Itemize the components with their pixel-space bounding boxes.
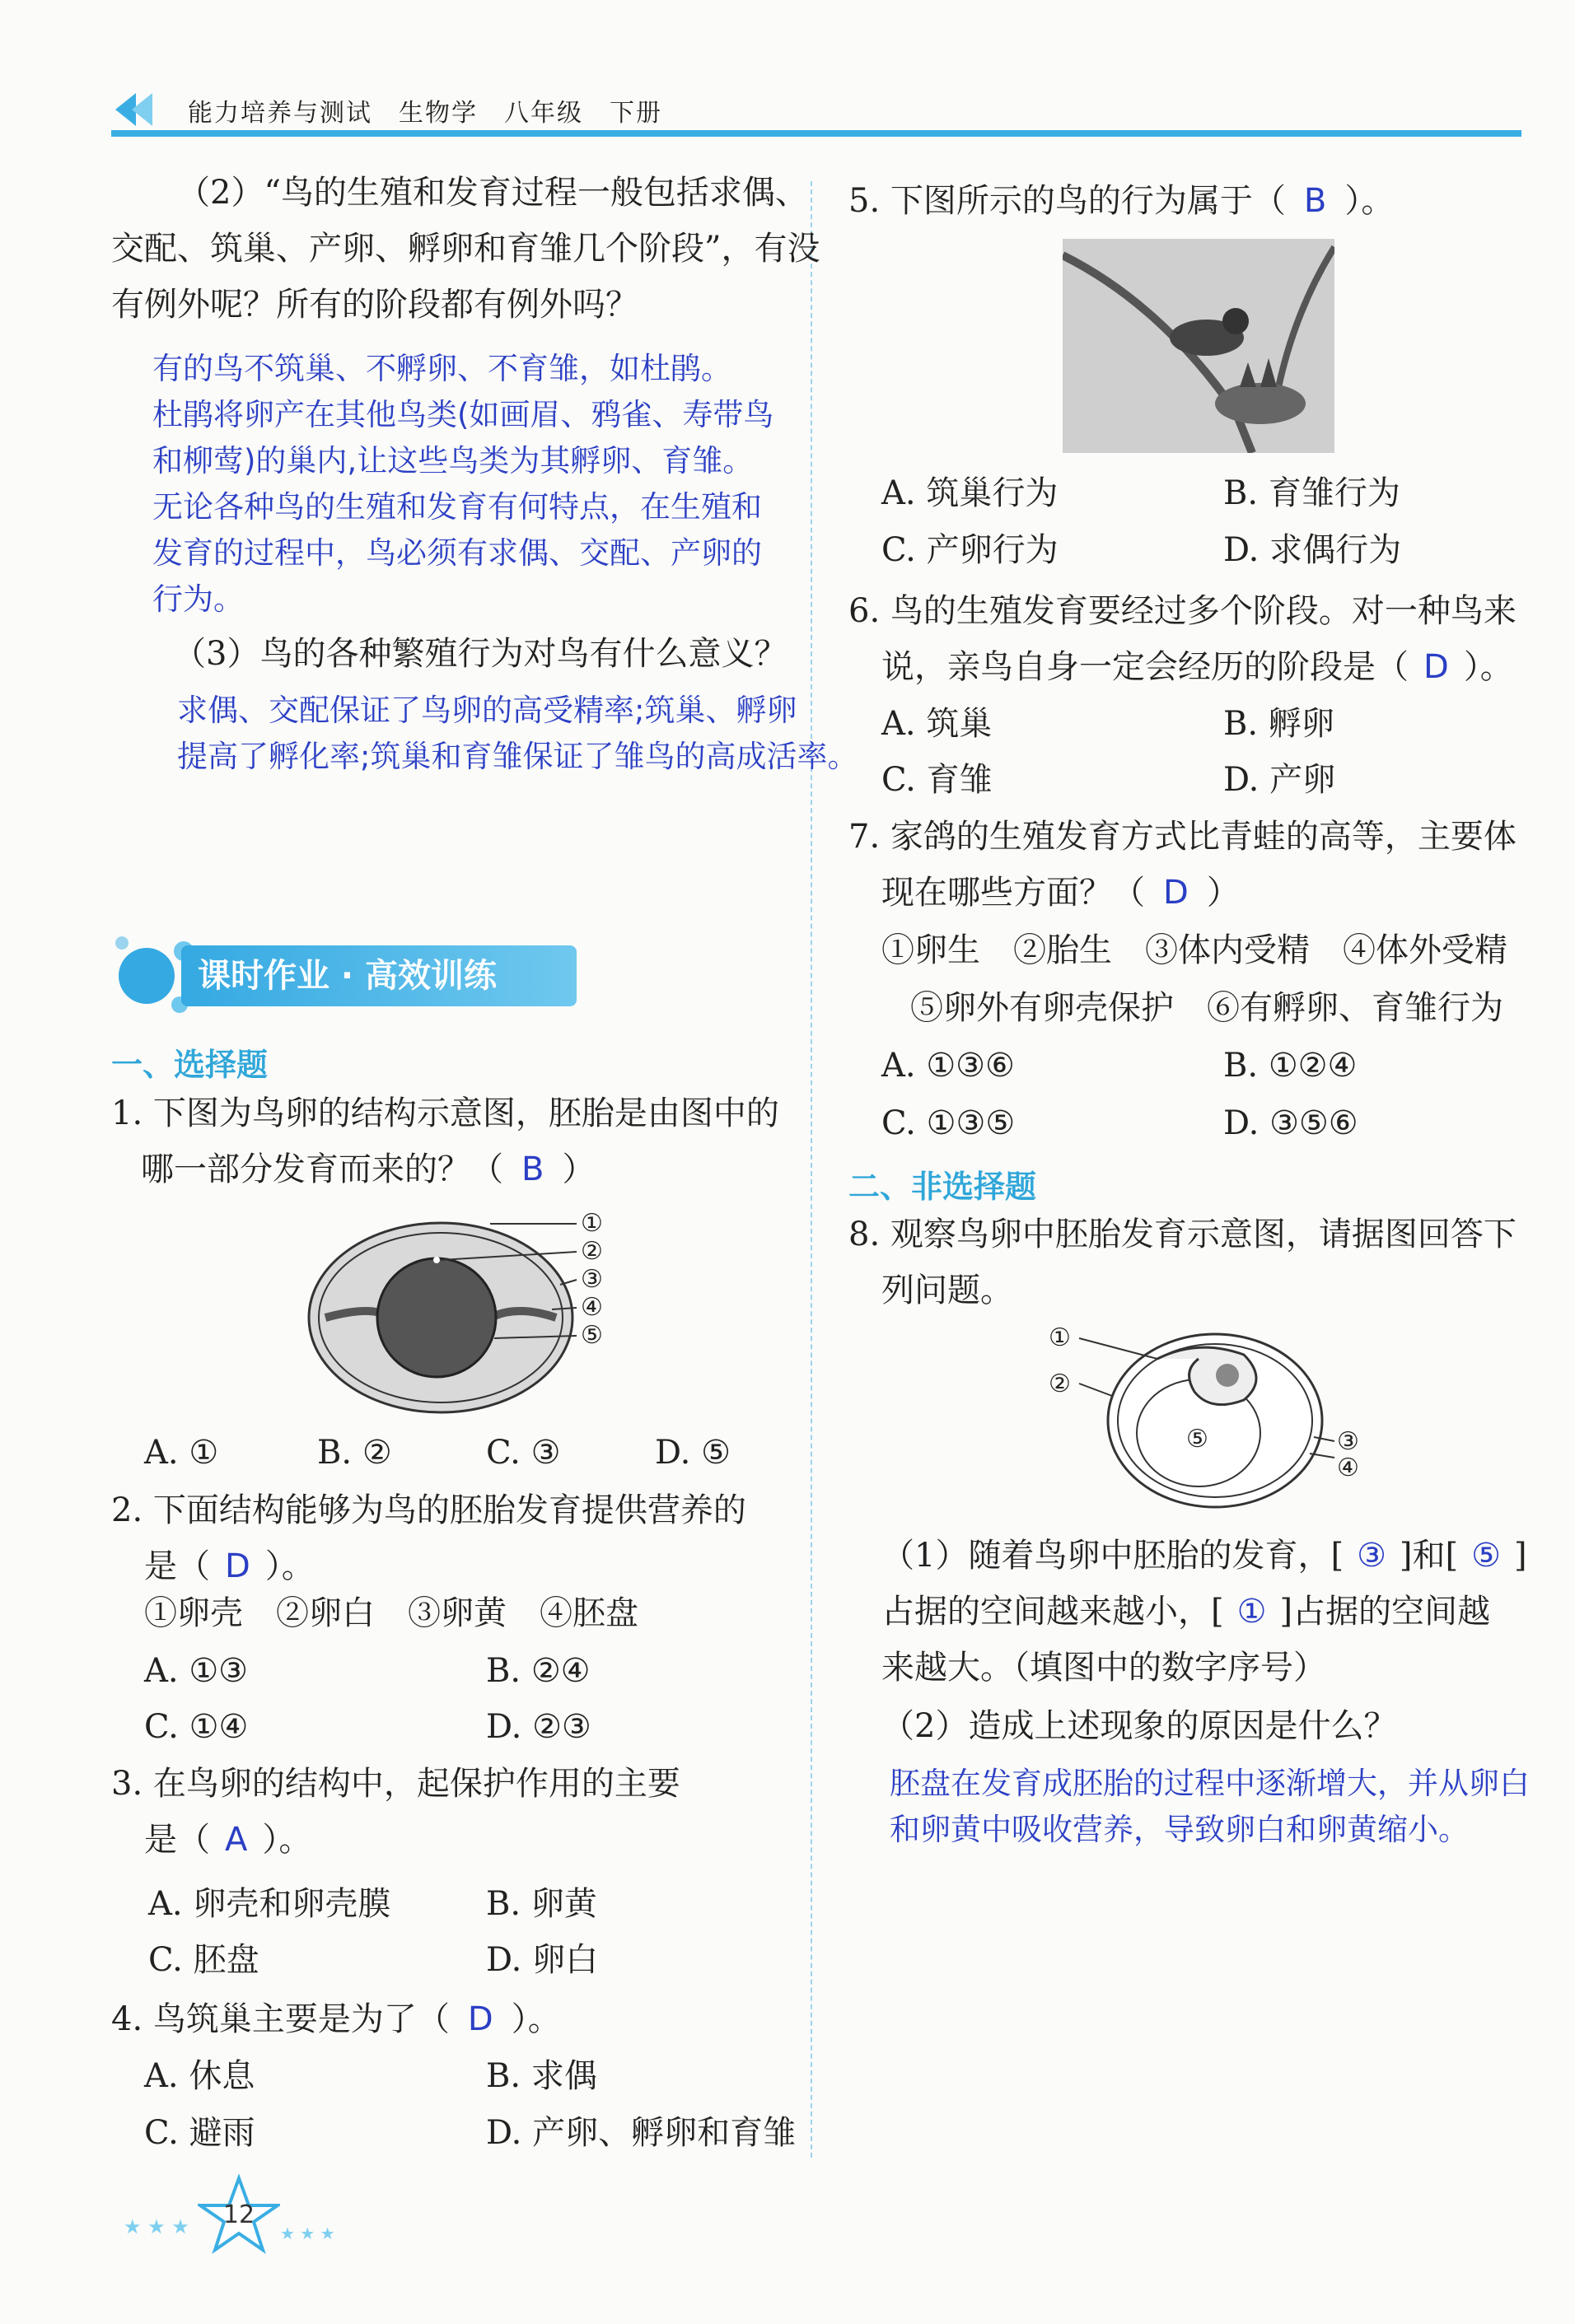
q8-answer-3: ①	[1236, 1593, 1267, 1631]
embryo-diagram-svg	[1042, 1322, 1372, 1519]
egg-structure-diagram	[305, 1202, 618, 1433]
q2-line: 有例外呢？所有的阶段都有例外吗？	[111, 286, 638, 324]
question-1	[111, 1085, 779, 1197]
egg-label: ④	[581, 1293, 603, 1322]
q2-line: （2）“鸟的生殖和发育过程一般包括求偶、	[177, 174, 808, 212]
bird-feeding-photo	[1063, 239, 1334, 453]
q3-question: （3）鸟的各种繁殖行为对鸟有什么意义？	[173, 635, 788, 673]
q7-items: ①卵生 ②胎生 ③体内受精 ④体外受精	[881, 931, 1507, 969]
q7-stem: 现在哪些方面？（	[881, 874, 1145, 912]
q5-option: B. 育雏行为	[1223, 474, 1400, 512]
answer-line: 发育的过程中，鸟必须有求偶、交配、产卵的	[152, 535, 762, 571]
section-heading-nonchoice: 二、非选择题	[848, 1169, 1037, 1205]
answer-line: 和卵黄中吸收营养，导致卵白和卵黄缩小。	[890, 1812, 1469, 1847]
q3-option: C. 胚盘	[148, 1941, 259, 1979]
q3-close: ）。	[262, 1821, 312, 1859]
egg-label: ③	[581, 1265, 603, 1294]
q1-answer: B	[521, 1150, 544, 1188]
q3-option: D. 卵白	[486, 1941, 599, 1979]
q7-items: ⑤卵外有卵壳保护 ⑥有孵卵、育雏行为	[910, 989, 1503, 1027]
egg-label: ⑤	[581, 1321, 603, 1350]
q3-option: A. 卵壳和卵壳膜	[148, 1885, 391, 1923]
q6-option: C. 育雏	[881, 761, 993, 799]
q4-close: ）。	[511, 2000, 561, 2038]
q1-line: 1. 下图为鸟卵的结构示意图，胚胎是由图中的	[111, 1094, 779, 1132]
answer-line: 杜鹃将卵产在其他鸟类(如画眉、鸦雀、寿带鸟	[152, 397, 774, 432]
q2-close: ）。	[264, 1547, 315, 1585]
q8-answer-1: ③	[1357, 1537, 1386, 1575]
q3-stem: 是（	[144, 1821, 210, 1859]
q7-close: ）	[1206, 874, 1240, 912]
q1-close: ）	[562, 1150, 596, 1188]
embryo-label: ⑤	[1186, 1425, 1208, 1454]
q7-answer: D	[1163, 874, 1189, 912]
q7-option: B. ①②④	[1223, 1047, 1358, 1085]
footer-stars-icon: ★ ★ ★	[124, 2215, 189, 2238]
q6-answer: D	[1423, 648, 1449, 686]
q7-line: 7. 家鸽的生殖发育方式比青蛙的高等，主要体	[848, 818, 1517, 856]
q8-sub1-line: 来越大。（填图中的数字序号）	[881, 1649, 1326, 1687]
q2-line: 交配、筑巢、产卵、孵卵和育雏几个阶段”，有没	[111, 230, 820, 268]
question-7	[848, 809, 1517, 921]
q1-stem: 哪一部分发育而来的？（	[141, 1150, 503, 1188]
q3-option: B. 卵黄	[486, 1885, 597, 1923]
q2-answer	[152, 346, 773, 623]
q5-option: A. 筑巢行为	[881, 474, 1059, 512]
answer-line: 无论各种鸟的生殖和发育有何特点，在生殖和	[152, 489, 762, 525]
q8-sub1-text: ]占据的空间越	[1279, 1593, 1491, 1631]
q1-option: C. ③	[486, 1434, 561, 1472]
embryo-label: ②	[1049, 1370, 1071, 1398]
q7-option: D. ③⑤⑥	[1223, 1104, 1358, 1142]
q8-sub1-text: （1）随着鸟卵中胚胎的发育，[	[881, 1537, 1344, 1575]
section-heading-choice: 一、选择题	[111, 1047, 269, 1083]
q7-option: C. ①③⑤	[881, 1104, 1016, 1142]
q2-option: D. ②③	[486, 1708, 591, 1746]
embryo-diagram	[1042, 1322, 1372, 1519]
q8-sub1-text: ]	[1514, 1537, 1527, 1575]
answer-line: 和柳莺)的巢内,让这些鸟类为其孵卵、育雏。	[152, 443, 754, 478]
q6-option: B. 孵卵	[1223, 705, 1334, 743]
embryo-label: ③	[1337, 1427, 1359, 1456]
question-4	[111, 1991, 561, 2047]
answer-line: 求偶、交配保证了鸟卵的高受精率;筑巢、孵卵	[177, 693, 797, 728]
question-3	[111, 1756, 680, 1868]
q4-option: C. 避雨	[144, 2114, 255, 2152]
header-arrow-icon	[107, 89, 165, 130]
q6-option: D. 产卵	[1223, 761, 1336, 799]
page-number: 12	[222, 2200, 255, 2229]
q6-line	[848, 639, 1517, 695]
q8-line: 列问题。	[881, 1272, 1013, 1309]
q7-line	[848, 865, 1517, 921]
q3-line	[111, 1812, 680, 1868]
q8-sub1	[881, 1528, 1527, 1696]
q8-sub2: （2）造成上述现象的原因是什么？	[881, 1707, 1397, 1745]
q6-option: A. 筑巢	[881, 705, 993, 743]
question-5	[848, 173, 1394, 229]
section-banner: 课时作业 · 高效训练	[181, 945, 577, 1006]
q4-stem: 4. 鸟筑巢主要是为了（	[111, 2000, 450, 2038]
q5-close: ）。	[1344, 182, 1395, 220]
header-title: 能力培养与测试 生物学 八年级 下册	[188, 99, 662, 128]
q4-option: A. 休息	[144, 2057, 255, 2095]
question-6	[848, 583, 1517, 695]
answer-line: 行为。	[152, 581, 244, 617]
question-2	[111, 1482, 746, 1594]
q3-answer	[177, 688, 858, 780]
q5-option: C. 产卵行为	[881, 531, 1059, 569]
q2-items: ①卵壳 ②卵白 ③卵黄 ④胚盘	[144, 1594, 638, 1632]
q1-option: D. ⑤	[655, 1434, 731, 1472]
q4-answer: D	[467, 2000, 493, 2038]
q8-sub1-text: 占据的空间越来越小，[	[881, 1593, 1224, 1631]
q3-line: 3. 在鸟卵的结构中，起保护作用的主要	[111, 1765, 680, 1803]
q2-option: B. ②④	[486, 1652, 591, 1690]
egg-label: ②	[581, 1237, 603, 1266]
q5-answer: B	[1303, 182, 1327, 220]
column-divider	[811, 181, 812, 2158]
q1-option: A. ①	[144, 1434, 219, 1472]
q8-sub1-text: ]和[	[1399, 1537, 1459, 1575]
question-8	[848, 1206, 1517, 1318]
q8-line: 8. 观察鸟卵中胚胎发育示意图，请据图回答下	[848, 1216, 1517, 1253]
q3-answer: A	[225, 1821, 248, 1859]
q4-option: B. 求偶	[486, 2057, 597, 2095]
q1-line	[111, 1141, 779, 1197]
embryo-label: ④	[1337, 1454, 1359, 1482]
q2-question	[111, 165, 820, 333]
q2-answer: D	[225, 1547, 250, 1585]
q4-option: D. 产卵、孵卵和育雏	[486, 2114, 797, 2152]
q5-stem: 5. 下图所示的鸟的行为属于（	[848, 182, 1286, 220]
q7-option: A. ①③⑥	[881, 1047, 1015, 1085]
answer-line: 胚盘在发育成胚胎的过程中逐渐增大，并从卵白	[890, 1766, 1530, 1801]
q8-sub1-line	[881, 1528, 1527, 1584]
answer-line: 提高了孵化率;筑巢和育雏保证了雏鸟的高成活率。	[177, 739, 858, 774]
q6-stem: 说，亲鸟自身一定会经历的阶段是（	[881, 648, 1409, 686]
embryo-label: ①	[1049, 1323, 1071, 1352]
q8-sub1-line	[881, 1584, 1527, 1640]
header-divider	[111, 130, 1521, 137]
q6-close: ）。	[1463, 648, 1513, 686]
q2-line: 2. 下面结构能够为鸟的胚胎发育提供营养的	[111, 1491, 746, 1529]
q6-line: 6. 鸟的生殖发育要经过多个阶段。对一种鸟来	[848, 592, 1517, 630]
egg-diagram-svg	[305, 1202, 618, 1433]
q2-stem: 是（	[144, 1547, 210, 1585]
q1-option: B. ②	[317, 1434, 392, 1472]
footer-stars-icon: ★ ★ ★	[280, 2224, 335, 2243]
q2-option: A. ①③	[144, 1652, 249, 1690]
q5-option: D. 求偶行为	[1223, 531, 1402, 569]
q8-answer-2: ⑤	[1471, 1537, 1501, 1575]
egg-label: ①	[581, 1209, 603, 1238]
q2-option: C. ①④	[144, 1708, 249, 1746]
q8-answer	[890, 1761, 1530, 1853]
answer-line: 有的鸟不筑巢、不孵卵、不育雏，如杜鹃。	[152, 351, 731, 386]
